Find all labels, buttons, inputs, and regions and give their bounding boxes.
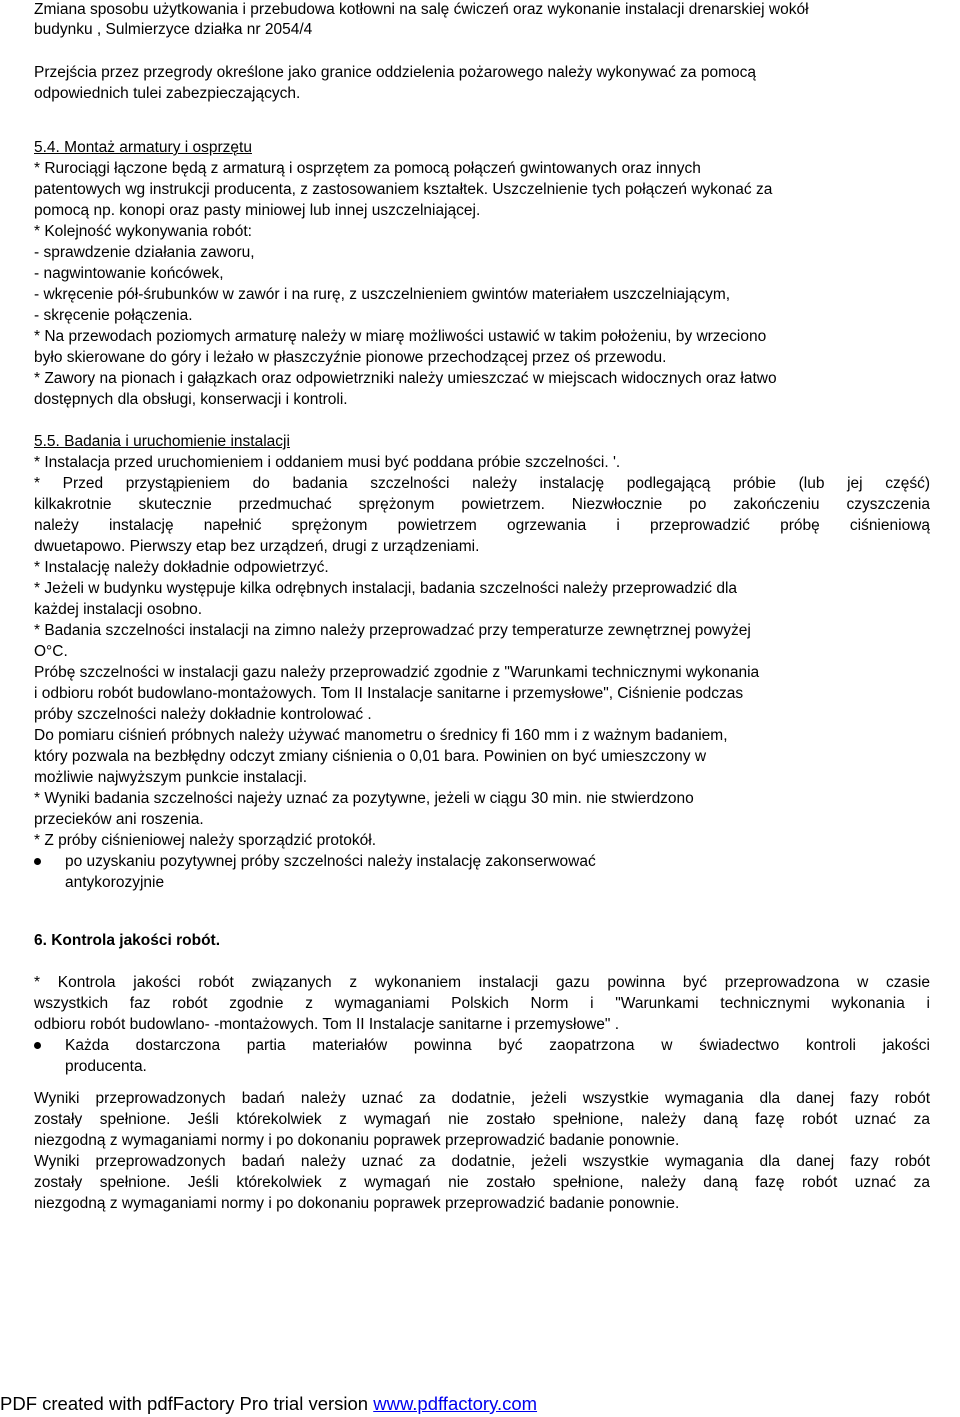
s55-line: przecieków ani roszenia.	[34, 811, 204, 828]
s54-line: dostępnych dla obsługi, konserwacji i kontroli.	[34, 391, 348, 408]
results-line: zostały spełnione. Jeśli którekolwiek z wymagań nie zostało spełnione, należy daną fazę robót uznać za	[34, 1111, 930, 1128]
s54-line: było skierowane do góry i leżało w płaszczyźnie pionowe przechodzącej przez oś przewodu.	[34, 349, 667, 366]
s55-line: * Z próby ciśnieniowej należy sporządzić protokół.	[34, 832, 377, 849]
s55-line: kilkakrotnie skutecznie przedmuchać sprężonym powietrzem. Niezwłocznie po zakończeniu czyszczenia	[34, 496, 930, 513]
s6-line: odbioru robót budowlano- -montażowych. Tom II Instalacje sanitarne i przemysłowe" .	[34, 1016, 620, 1033]
s54-line: - skręcenie połączenia.	[34, 307, 193, 324]
section-5-4-heading: 5.4. Montaż armatury i osprzętu	[34, 139, 252, 156]
pdf-footer	[0, 1393, 537, 1415]
intro-paragraph	[34, 62, 930, 104]
bullet-item	[34, 851, 930, 893]
bullet-icon	[34, 1042, 41, 1049]
s54-line: * Na przewodach poziomych armaturę należy w miarę możliwości ustawić w takim położeniu, by wrzeciono	[34, 328, 767, 345]
bullet-line-2: antykorozyjnie	[65, 874, 165, 891]
bullet-line-1: po uzyskaniu pozytywnej próby szczelności należy instalację zakonserwować	[65, 853, 596, 870]
s55-line: O°C.	[34, 643, 68, 660]
bullet-item	[34, 1035, 930, 1077]
bullet-line-2: producenta.	[65, 1058, 147, 1075]
s55-line: * Jeżeli w budynku występuje kilka odrębnych instalacji, badania szczelności należy przeprowadzić dla	[34, 580, 738, 597]
s55-line: dwuetapowo. Pierwszy etap bez urządzeń, drugi z urządzeniami.	[34, 538, 480, 555]
s55-line: który pozwala na bezbłędny odczyt zmiany ciśnienia o 0,01 bara. Powinien on być umieszczony w	[34, 748, 707, 765]
footer-text: PDF created with pdfFactory Pro trial version	[0, 1393, 374, 1414]
results-line: Wyniki przeprowadzonych badań należy uznać za dodatnie, jeżeli wszystkie wymagania dla danej fazy robót	[34, 1153, 930, 1170]
s54-line: patentowych wg instrukcji producenta, z zastosowaniem kształtek. Uszczelnienie tych połączeń wykonać za	[34, 181, 773, 198]
bullet-line-1: Każda dostarczona partia materiałów powinna być zaopatrzona w świadectwo kontroli jakości	[65, 1037, 930, 1054]
s6-line: wszystkich faz robót zgodnie z wymaganiami Polskich Norm i "Warunkami technicznymi wykonania i	[34, 995, 930, 1012]
s54-line: * Kolejność wykonywania robót:	[34, 223, 252, 240]
s54-line: - nagwintowanie końcówek,	[34, 265, 224, 282]
intro-line-1: Przejścia przez przegrody określone jako granice oddzielenia pożarowego należy wykonywać za pomocą	[34, 64, 756, 81]
s54-line: - wkręcenie pół-śrubunków w zawór i na rurę, z uszczelnieniem gwintów materiałem uszczelniającym,	[34, 286, 731, 303]
s6-line: * Kontrola jakości robót związanych z wykonaniem instalacji gazu powinna być przeprowadzona w czasie	[34, 974, 930, 991]
section-5-5-heading: 5.5. Badania i uruchomienie instalacji	[34, 433, 290, 450]
s55-line: * Instalacja przed uruchomieniem i oddaniem musi być poddana próbie szczelności. '.	[34, 454, 621, 471]
s54-line: - sprawdzenie działania zaworu,	[34, 244, 255, 261]
s55-line: możliwie najwyższym punkcie instalacji.	[34, 769, 308, 786]
intro-line-2: odpowiednich tulei zabezpieczających.	[34, 85, 301, 102]
section-5-4	[34, 137, 930, 410]
section-5-5	[34, 431, 930, 893]
section-6-heading: 6. Kontrola jakości robót.	[34, 932, 221, 949]
section-6	[34, 930, 930, 951]
s55-line: i odbioru robót budowlano-montażowych. Tom II Instalacje sanitarne i przemysłowe", Ciśnienie podczas	[34, 685, 744, 702]
results-paragraph-1	[34, 1088, 930, 1214]
s55-line: należy instalację napełnić sprężonym powietrzem ogrzewania i przeprowadzić próbę ciśnieniową	[34, 517, 930, 534]
results-line: zostały spełnione. Jeśli którekolwiek z wymagań nie zostało spełnione, należy daną fazę robót uznać za	[34, 1174, 930, 1191]
bullet-icon	[34, 858, 41, 865]
s54-line: * Zawory na pionach i gałązkach oraz odpowietrzniki należy umieszczać w miejscach widocznych oraz łatwo	[34, 370, 777, 387]
s55-line: próby szczelności należy dokładnie kontrolować .	[34, 706, 372, 723]
s55-line: * Instalację należy dokładnie odpowietrzyć.	[34, 559, 329, 576]
s55-line: * Wyniki badania szczelności najeży uznać za pozytywne, jeżeli w ciągu 30 min. nie stwierdzono	[34, 790, 694, 807]
s54-line: pomocą np. konopi oraz pasty miniowej lub innej uszczelniającej.	[34, 202, 481, 219]
s55-line: * Przed przystąpieniem do badania szczelności należy instalację podlegającą próbie (lub jej część)	[34, 475, 930, 492]
document-header	[34, 0, 934, 40]
results-line: Wyniki przeprowadzonych badań należy uznać za dodatnie, jeżeli wszystkie wymagania dla danej fazy robót	[34, 1090, 930, 1107]
s55-line: każdej instalacji osobno.	[34, 601, 203, 618]
s55-line: * Badania szczelności instalacji na zimno należy przeprowadzać przy temperaturze zewnętrznej powyżej	[34, 622, 751, 639]
s54-line: * Rurociągi łączone będą z armaturą i osprzętem za pomocą połączeń gwintowanych oraz innych	[34, 160, 701, 177]
s55-line: Do pomiaru ciśnień próbnych należy używać manometru o średnicy fi 160 mm i z ważnym badaniem,	[34, 727, 728, 744]
header-line-2: budynku , Sulmierzyce działka nr 2054/4	[34, 21, 313, 38]
results-line: niezgodną z wymaganiami normy i po dokonaniu poprawek przeprowadzić badanie ponownie.	[34, 1195, 680, 1212]
results-line: niezgodną z wymaganiami normy i po dokonaniu poprawek przeprowadzić badanie ponownie.	[34, 1132, 680, 1149]
header-line-1: Zmiana sposobu użytkowania i przebudowa kotłowni na salę ćwiczeń oraz wykonanie instalacji drenarskiej wokół	[34, 1, 809, 18]
section-6-body	[34, 972, 930, 1077]
s55-line: Próbę szczelności w instalacji gazu należy przeprowadzić zgodnie z "Warunkami technicznymi wykonania	[34, 664, 760, 681]
footer-link[interactable]: www.pdffactory.com	[373, 1393, 538, 1414]
